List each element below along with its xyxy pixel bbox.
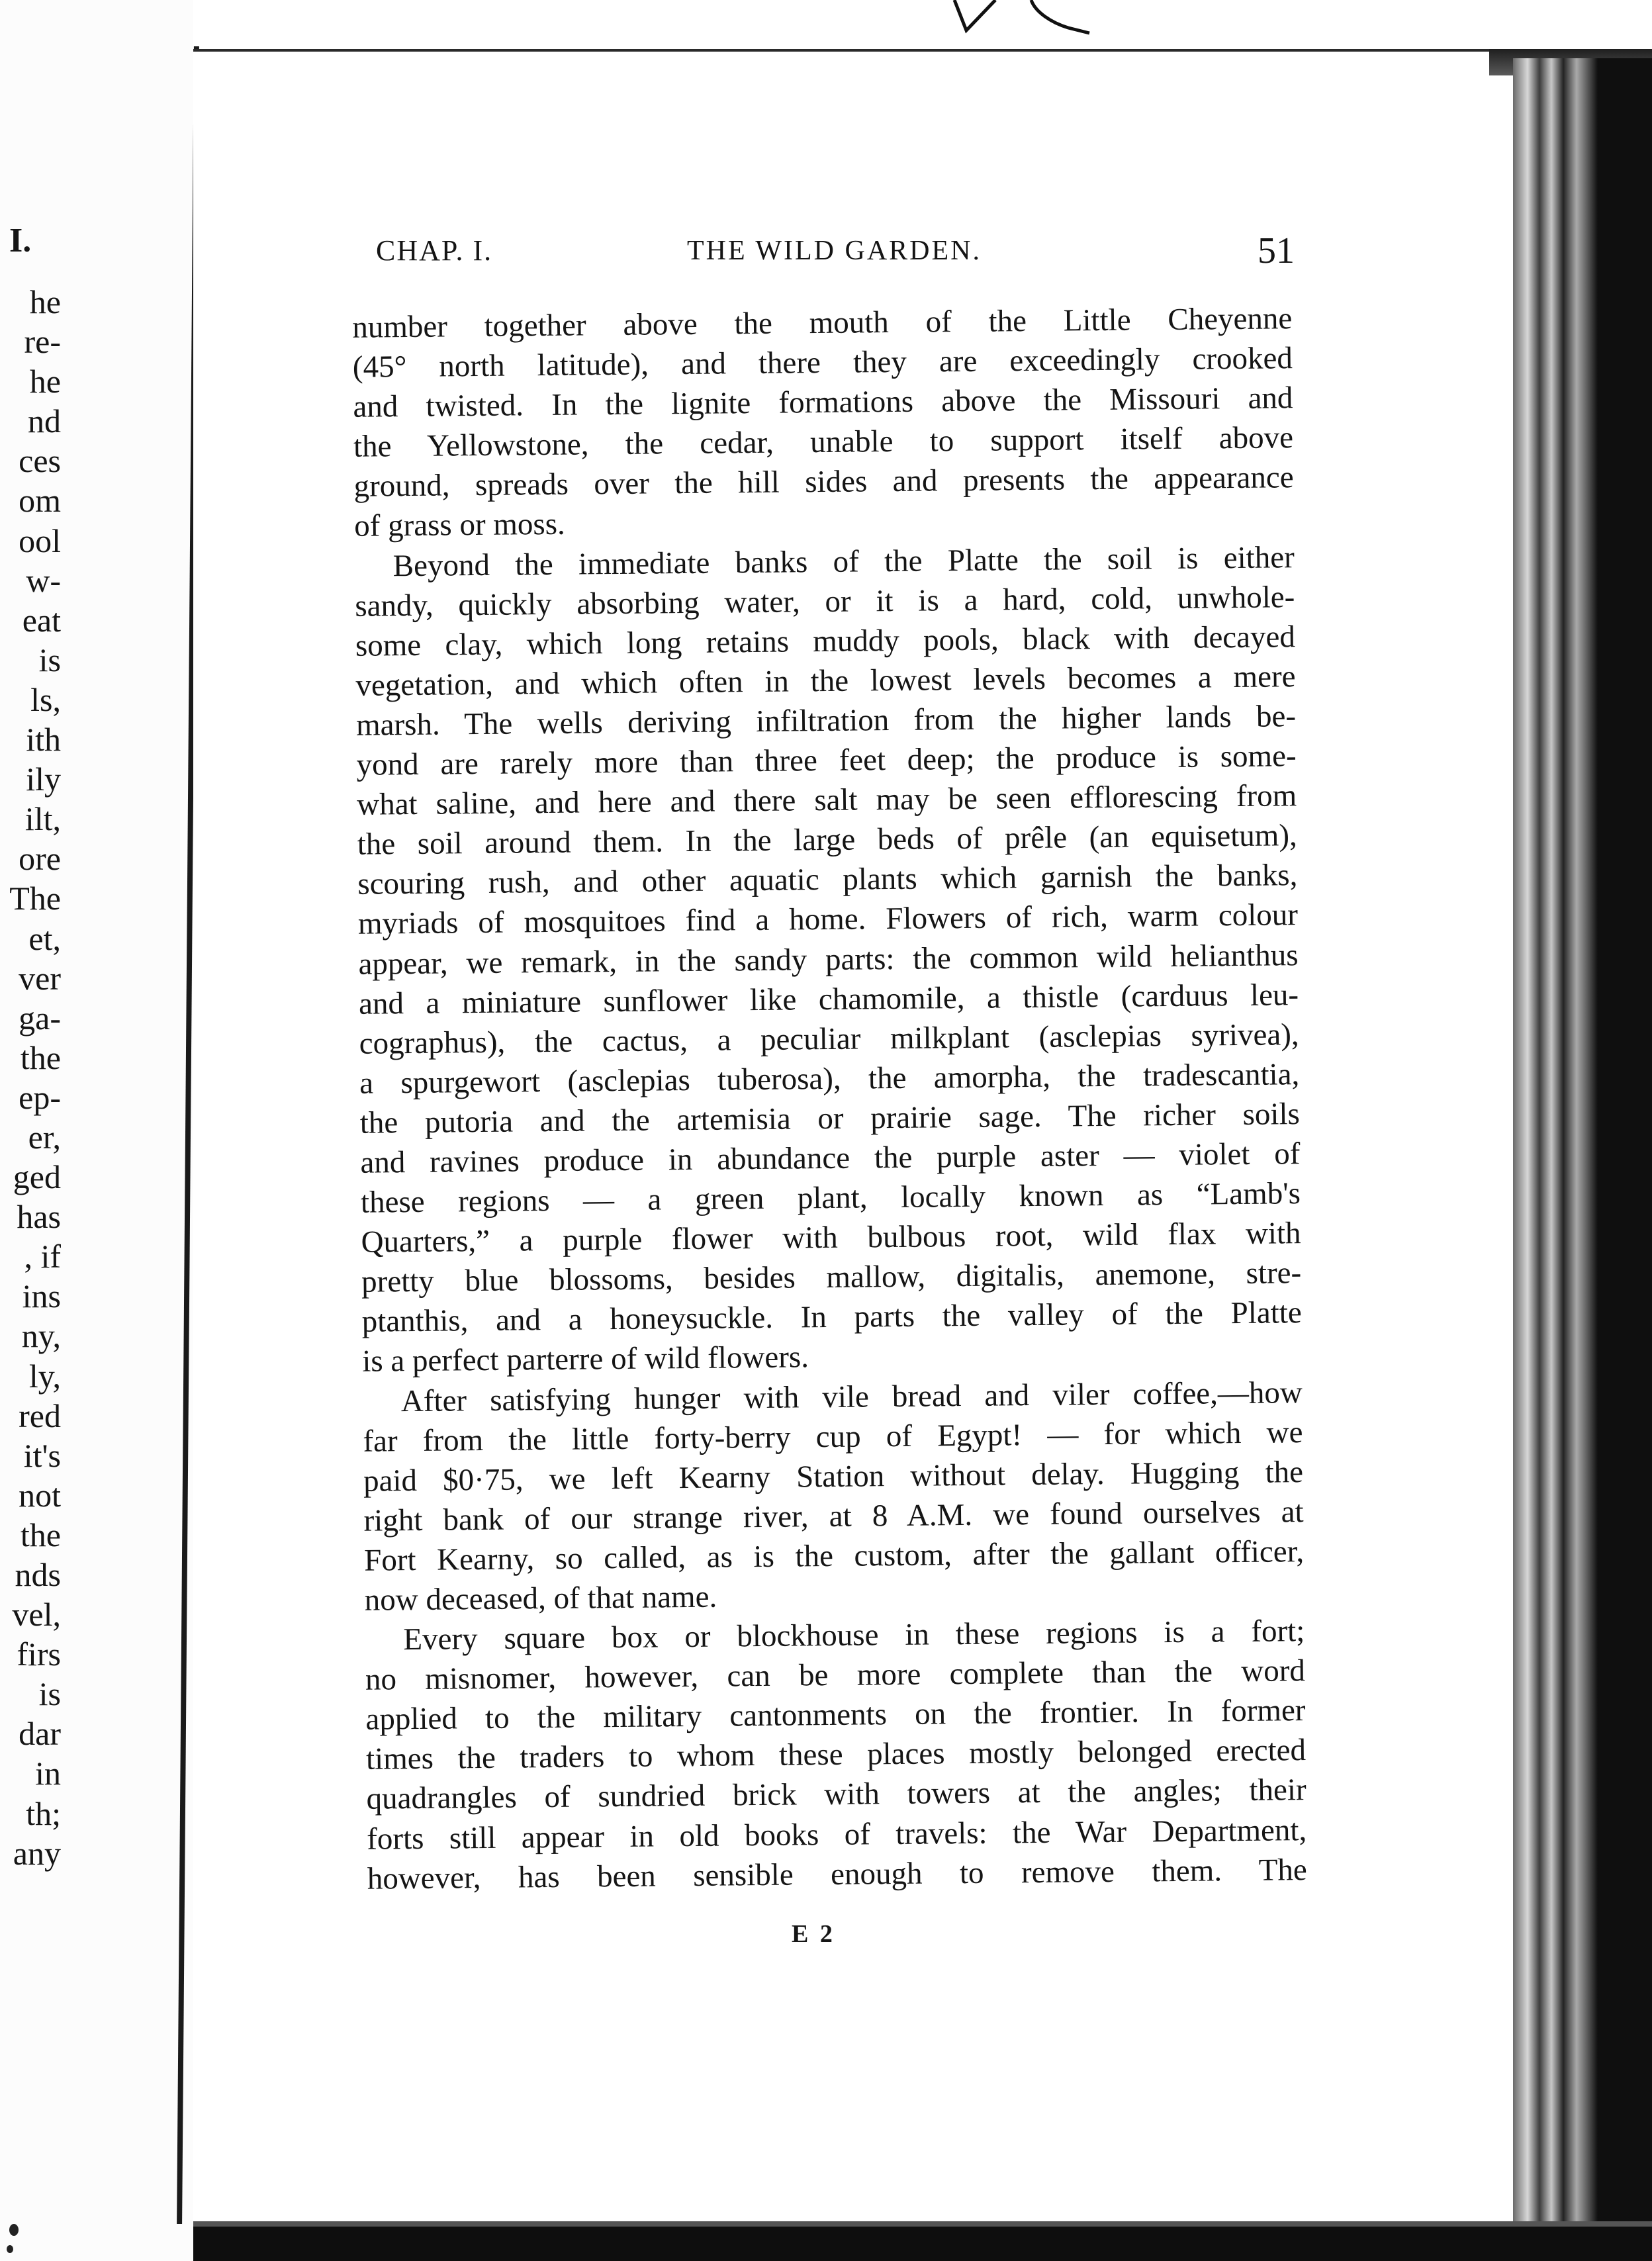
text-line: what saline, and here and there salt may be seen efflorescing from — [356, 778, 1297, 822]
text-line: of grass or moss. — [353, 507, 565, 544]
left-line-fragment: ore — [19, 840, 61, 878]
left-line-fragment: not — [19, 1476, 61, 1514]
text-line: and twisted. In the lignite formations above the Missouri and — [353, 381, 1293, 424]
left-page-line-fragments — [0, 282, 61, 1873]
left-line-fragment: it's — [23, 1436, 61, 1474]
text-line: After satisfying hunger with vile bread and viler coffee,—how — [400, 1375, 1303, 1418]
left-line-fragment: w- — [26, 561, 61, 599]
paragraph — [365, 1611, 1307, 1898]
left-line-fragment: ga- — [19, 999, 61, 1037]
text-line: times the traders to whom these places mostly belonged erected — [365, 1733, 1307, 1777]
text-line: the Yellowstone, the cedar, unable to support itself above — [353, 420, 1294, 465]
text-line: sandy, quickly absorbing water, or it is a hard, cold, unwhole- — [355, 579, 1295, 623]
text-line: quadrangles of sundried brick with towers at the angles; their — [366, 1773, 1307, 1817]
left-line-fragment: ls, — [30, 680, 61, 718]
text-line: right bank of our strange river, at 8 A.M. we found ourselves at — [363, 1494, 1304, 1538]
text-line: applied to the military cantonments on the frontier. In former — [365, 1693, 1306, 1737]
left-line-fragment: the — [20, 1038, 61, 1076]
left-line-fragment: , if — [24, 1238, 61, 1275]
chapter-label: CHAP. I. — [376, 234, 493, 267]
text-line: a spurgewort (asclepias tuberosa), the amorpha, the tradescantia, — [359, 1056, 1300, 1101]
torn-corner-mark — [952, 0, 1091, 42]
left-page-heading-fragment: I. — [9, 222, 32, 259]
text-line: vegetation, and which often in the lowest levels becomes a mere — [355, 659, 1296, 703]
left-line-fragment: he — [29, 283, 61, 320]
text-line: Fort Kearny, so called, as is the custom, after the gallant officer, — [363, 1534, 1305, 1578]
running-title: THE WILD GARDEN. — [687, 236, 982, 266]
left-line-fragment: re- — [24, 323, 61, 361]
left-line-fragment: th; — [26, 1794, 61, 1832]
left-line-fragment: ily — [26, 761, 61, 798]
paragraph — [352, 299, 1294, 546]
left-line-fragment: the — [20, 1516, 61, 1553]
left-line-fragment: er, — [28, 1118, 61, 1156]
scan-speck — [9, 2224, 19, 2236]
text-line: pretty blue blossoms, besides mallow, digitalis, anemone, stre- — [361, 1256, 1302, 1299]
left-line-fragment: eat — [22, 601, 61, 639]
paragraph — [363, 1373, 1305, 1620]
page-top-edge — [193, 49, 1520, 52]
left-line-fragment: in — [35, 1755, 61, 1792]
book-fore-edge — [1513, 58, 1652, 2221]
text-line: forts still appear in old books of travels: the War Department, — [366, 1812, 1307, 1857]
left-line-fragment: ged — [13, 1158, 61, 1196]
left-facing-page — [0, 0, 193, 2261]
text-line: scouring rush, and other aquatic plants which garnish the banks, — [357, 858, 1298, 902]
signature-mark: E 2 — [792, 1920, 835, 1948]
text-line: yond are rarely more than three feet deep; the produce is some- — [356, 739, 1297, 782]
left-line-fragment: ilt, — [24, 800, 61, 838]
body-text — [352, 299, 1307, 1898]
left-line-fragment: ver — [19, 959, 61, 997]
left-line-fragment: dar — [19, 1715, 61, 1753]
left-line-fragment: ces — [19, 442, 61, 480]
left-line-fragment: ly, — [28, 1357, 61, 1395]
text-line: ground, spreads over the hill sides and presents the appearance — [353, 460, 1294, 504]
left-line-fragment: om — [19, 482, 61, 520]
paragraph — [354, 537, 1302, 1382]
left-line-fragment: ool — [19, 522, 61, 559]
left-line-fragment: ith — [26, 721, 61, 759]
left-line-fragment: ny, — [21, 1317, 61, 1355]
left-line-fragment: any — [13, 1834, 61, 1872]
left-line-fragment: ep- — [19, 1078, 61, 1116]
left-line-fragment: firs — [17, 1636, 61, 1673]
text-line: ptanthis, and a honeysuckle. In parts the valley of the Platte — [361, 1295, 1302, 1340]
left-line-fragment: nds — [15, 1556, 61, 1593]
left-line-fragment: The — [9, 880, 61, 917]
left-line-fragment: red — [19, 1397, 61, 1434]
text-line: myriads of mosquitoes find a home. Flowers of rich, warm colour — [357, 898, 1299, 942]
text-line: Every square box or blockhouse in these regions is a fort; — [403, 1614, 1305, 1657]
left-line-fragment: is — [38, 641, 61, 678]
text-line: is a perfect parterre of wild flowers. — [362, 1340, 809, 1379]
text-line: number together above the mouth of the Little Cheyenne — [352, 301, 1293, 345]
left-line-fragment: is — [38, 1675, 61, 1713]
page-number: 51 — [1258, 230, 1295, 271]
left-line-fragment: he — [29, 363, 61, 400]
scan-speck — [7, 2245, 13, 2253]
text-line: Quarters,” a purple flower with bulbous root, wild flax with — [361, 1216, 1301, 1260]
text-line: and ravines produce in abundance the purple aster — violet of — [360, 1136, 1301, 1180]
left-line-fragment: et, — [28, 919, 61, 957]
text-line: (45° north latitude), and there they are exceedingly crooked — [352, 341, 1293, 385]
text-line: marsh. The wells deriving infiltration from the higher lands be- — [355, 699, 1297, 743]
text-line: appear, we remark, in the sandy parts: the common wild helianthus — [358, 937, 1299, 982]
text-line: cographus), the cactus, a peculiar milkplant (asclepias syrivea), — [359, 1017, 1299, 1061]
running-header — [376, 230, 1295, 276]
text-line: Beyond the immediate banks of the Platte the soil is either — [392, 539, 1295, 583]
left-line-fragment: has — [17, 1198, 61, 1236]
left-line-fragment: ins — [22, 1277, 61, 1315]
text-line: no misnomer, however, can be more complete than the word — [365, 1653, 1306, 1697]
text-line: paid $0·75, we left Kearny Station without delay. Hugging the — [363, 1454, 1304, 1499]
left-line-fragment: nd — [28, 402, 61, 440]
text-line: however, has been sensible enough to remove them. The — [367, 1852, 1308, 1896]
text-line: the putoria and the artemisia or prairie sage. The richer soils — [359, 1097, 1301, 1140]
text-line: these regions — a green plant, locally known as “Lamb's — [360, 1176, 1301, 1220]
text-line: far from the little forty-berry cup of Egypt! — for which we — [363, 1414, 1303, 1459]
text-line: and a miniature sunflower like chamomile, a thistle (carduus leu- — [358, 977, 1299, 1021]
text-line: now deceased, of that name. — [364, 1579, 717, 1618]
page-bottom-edge — [193, 2221, 1652, 2261]
left-line-fragment: vel, — [12, 1596, 61, 1634]
text-line: the soil around them. In the large beds of prêle (an equisetum), — [357, 818, 1298, 862]
text-line: some clay, which long retains muddy pools, black with decayed — [355, 619, 1296, 663]
